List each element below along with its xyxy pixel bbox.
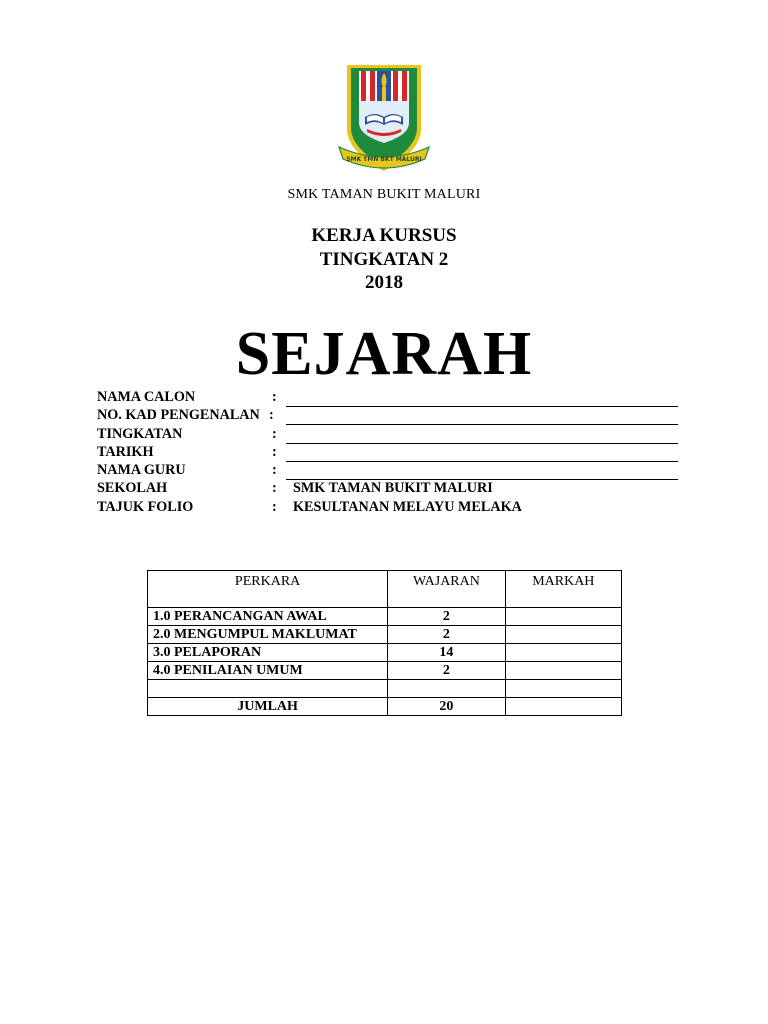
svg-text:SMK TMN BKT MALURI: SMK TMN BKT MALURI — [346, 156, 422, 163]
row-weight: 14 — [388, 644, 505, 662]
row-weight: 2 — [388, 626, 505, 644]
header-markah: MARKAH — [505, 571, 621, 608]
table-total-row — [148, 698, 622, 716]
info-row-nama-guru — [97, 462, 687, 480]
row-item — [148, 680, 388, 698]
school-crest-logo — [333, 59, 435, 175]
row-mark[interactable] — [505, 644, 621, 662]
candidate-info — [97, 389, 687, 517]
info-colon: : — [272, 462, 277, 479]
row-mark[interactable] — [505, 680, 621, 698]
info-colon: : — [272, 443, 277, 460]
school-name-heading: SMK TAMAN BUKIT MALURI — [287, 187, 481, 202]
info-label: NO. KAD PENGENALAN — [97, 407, 260, 424]
info-colon: : — [272, 480, 277, 497]
info-value: KESULTANAN MELAYU MELAKA — [293, 498, 522, 515]
row-item: 3.0 PELAPORAN — [148, 644, 388, 662]
row-mark[interactable] — [505, 662, 621, 680]
info-label: SEKOLAH — [97, 480, 168, 497]
info-row-tajuk-folio — [97, 499, 687, 517]
table-row — [148, 662, 622, 680]
info-colon: : — [269, 407, 274, 424]
header-wajaran: WAJARAN — [388, 571, 505, 608]
info-row-tingkatan — [97, 426, 687, 444]
info-row-sekolah — [97, 480, 687, 498]
info-label: NAMA CALON — [97, 389, 196, 405]
table-row — [148, 680, 622, 698]
info-colon: : — [272, 425, 277, 442]
row-mark[interactable] — [505, 608, 621, 626]
row-mark[interactable] — [505, 626, 621, 644]
total-weight: 20 — [388, 698, 505, 716]
info-row-tarikh — [97, 444, 687, 462]
info-label: TAJUK FOLIO — [97, 498, 194, 515]
row-item: 4.0 PENILAIAN UMUM — [148, 662, 388, 680]
row-weight: 2 — [388, 662, 505, 680]
row-item: 1.0 PERANCANGAN AWAL — [148, 608, 388, 626]
title-line-3: 2018 — [365, 272, 403, 293]
total-label: JUMLAH — [148, 698, 388, 716]
title-line-2: TINGKATAN 2 — [319, 248, 449, 270]
table-row — [148, 626, 622, 644]
info-row-nama-calon — [97, 389, 687, 407]
info-value: SMK TAMAN BUKIT MALURI — [293, 480, 493, 497]
info-row-no-kad-pengenalan — [97, 407, 687, 425]
info-colon: : — [272, 498, 277, 515]
info-label: NAMA GURU — [97, 462, 186, 479]
subject-title: SEJARAH — [235, 320, 533, 388]
header-perkara: PERKARA — [148, 571, 388, 608]
marks-table — [147, 570, 622, 716]
total-mark[interactable] — [505, 698, 621, 716]
info-label: TINGKATAN — [97, 425, 183, 442]
table-header-row — [148, 571, 622, 608]
info-colon: : — [272, 389, 277, 405]
title-block — [0, 224, 768, 295]
table-row — [148, 644, 622, 662]
table-row — [148, 608, 622, 626]
row-weight — [388, 680, 505, 698]
row-item: 2.0 MENGUMPUL MAKLUMAT — [148, 626, 388, 644]
row-weight: 2 — [388, 608, 505, 626]
info-label: TARIKH — [97, 443, 154, 460]
title-line-1: KERJA KURSUS — [311, 225, 457, 246]
